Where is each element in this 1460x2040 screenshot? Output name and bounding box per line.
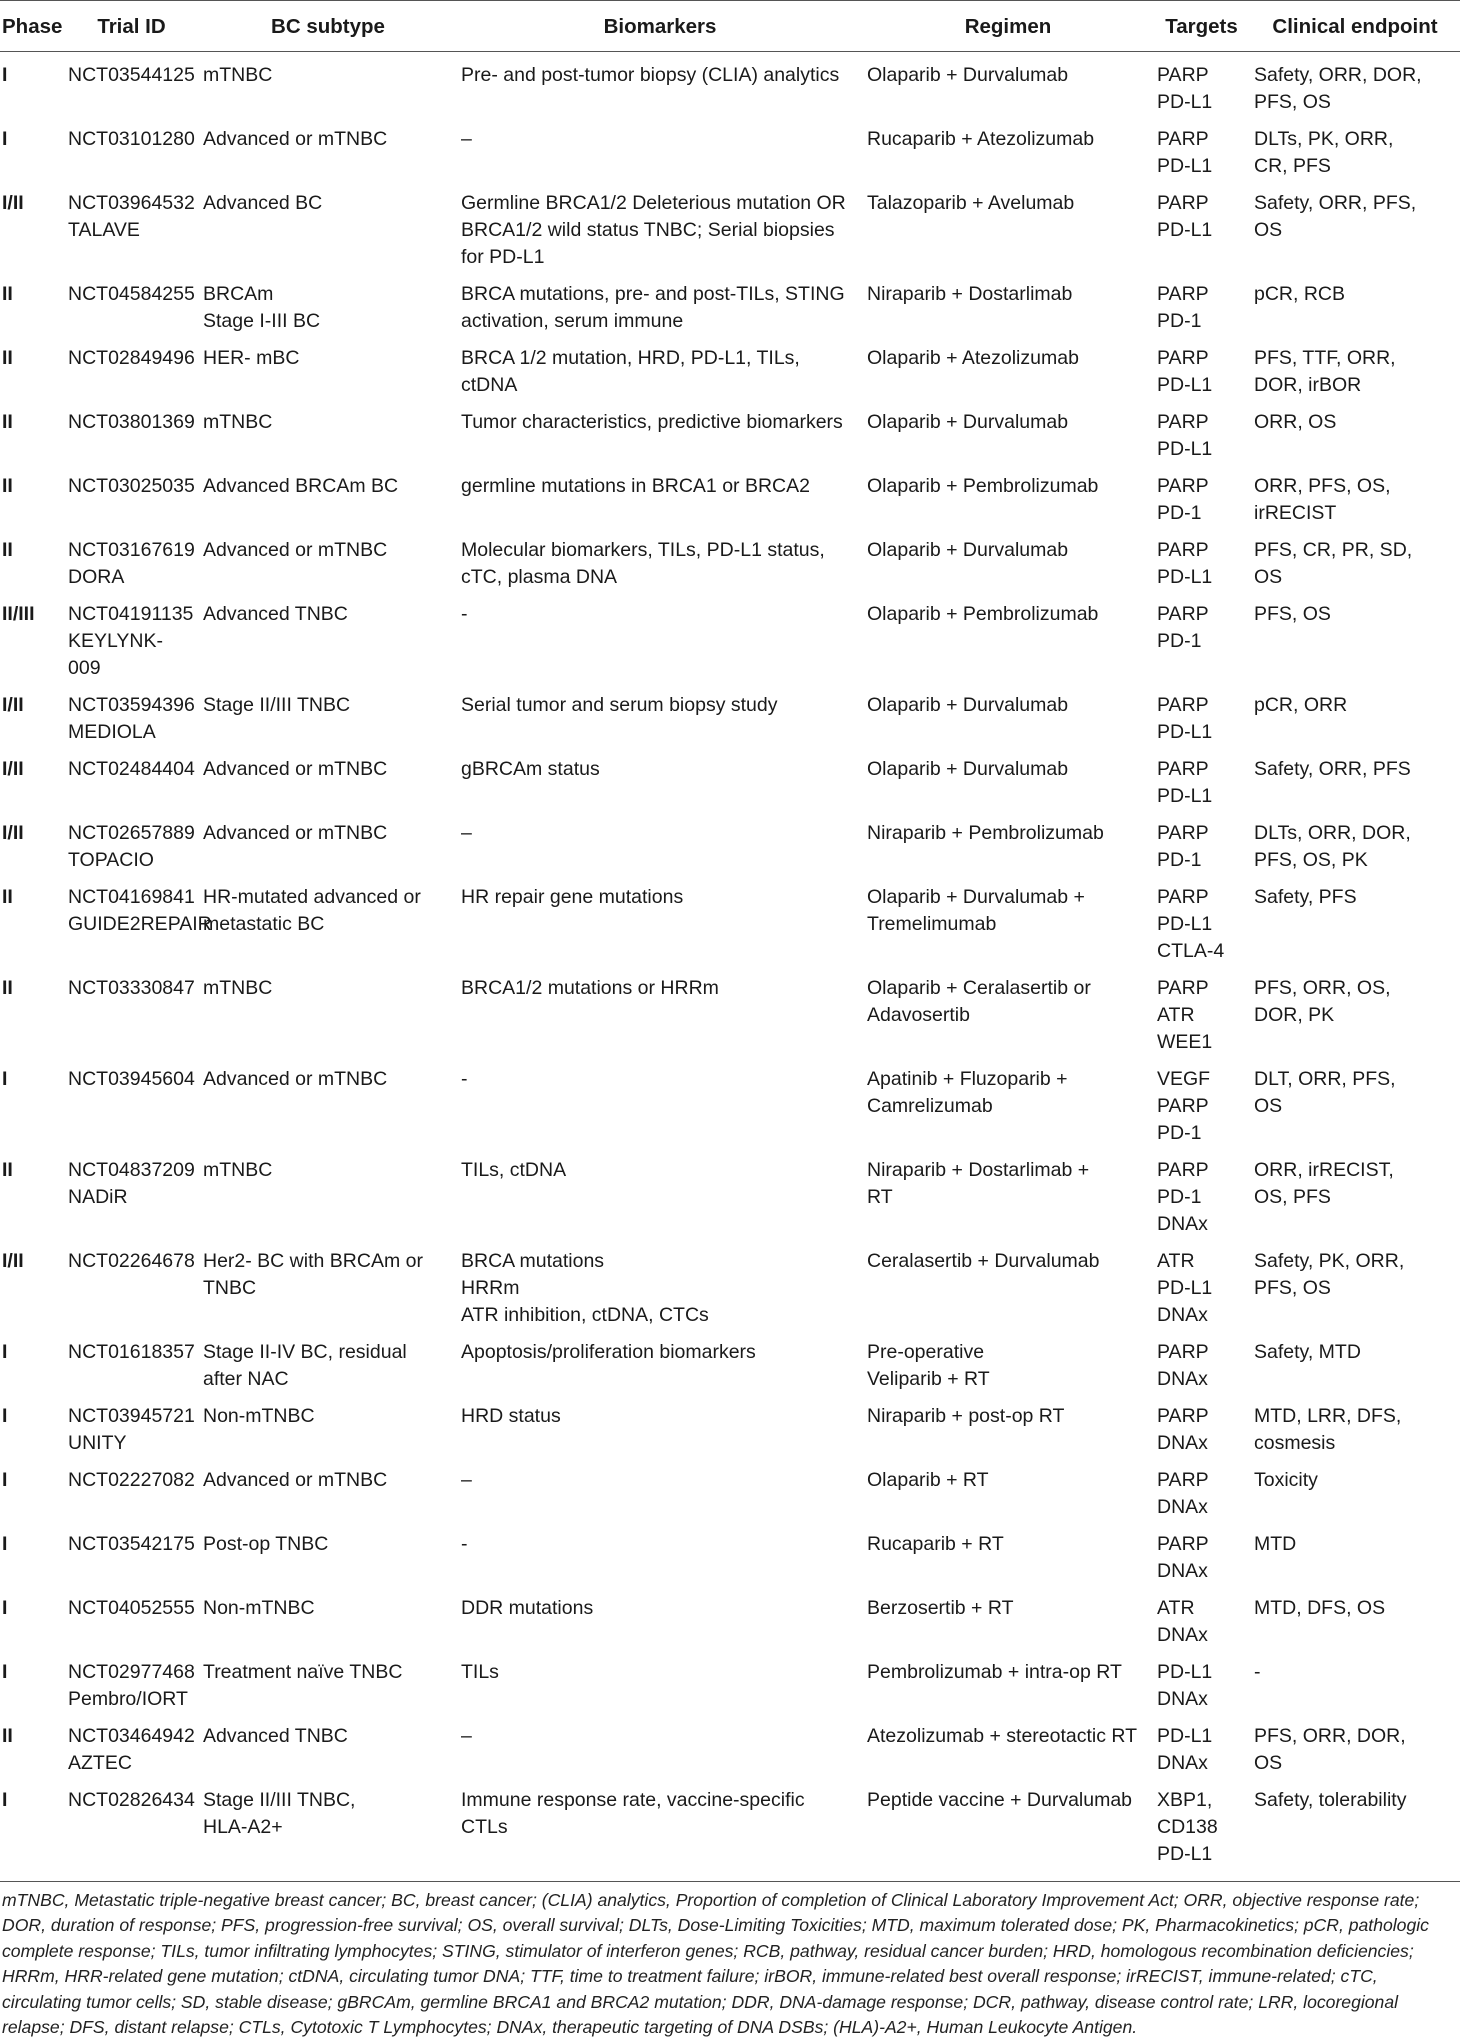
trial-id-cell: NCT01618357 [68, 1341, 195, 1363]
biomarkers-cell: – [461, 822, 472, 844]
regimen-cell: Peptide vaccine + Durvalumab [867, 1789, 1133, 1811]
targets-cell: PARP PD-L1 [1157, 539, 1213, 588]
trial-id-cell: NCT02849496 [68, 347, 195, 369]
biomarkers-cell: BRCA1/2 mutations or HRRm [461, 977, 719, 999]
clinical-endpoint-cell: PFS, OS [1254, 603, 1331, 625]
trial-id-cell: NCT02826434 [68, 1789, 195, 1811]
table-row [0, 965, 1460, 1056]
targets-cell: ATR DNAx [1157, 1597, 1208, 1646]
table-row [0, 399, 1460, 463]
phase-cell: II [2, 411, 13, 433]
biomarkers-cell: Serial tumor and serum biopsy study [461, 694, 778, 716]
table-row [0, 271, 1460, 335]
targets-cell: PARP DNAx [1157, 1469, 1209, 1518]
bc-subtype-cell: BRCAm Stage I-III BC [203, 283, 321, 332]
bc-subtype-cell: Advanced or mTNBC [203, 1068, 388, 1090]
phase-cell: II [2, 475, 13, 497]
clinical-endpoint-cell: DLT, ORR, PFS, OS [1254, 1068, 1396, 1117]
trial-id-cell: NCT03964532 TALAVE [68, 192, 195, 241]
bc-subtype-cell: Advanced or mTNBC [203, 822, 388, 844]
biomarkers-cell: DDR mutations [461, 1597, 594, 1619]
regimen-cell: Olaparib + Durvalumab [867, 411, 1069, 433]
table-row [0, 1521, 1460, 1585]
regimen-cell: Olaparib + Durvalumab [867, 539, 1069, 561]
clinical-endpoint-cell: PFS, CR, PR, SD, OS [1254, 539, 1413, 588]
header-targets: Targets [1153, 1, 1250, 52]
regimen-cell: Atezolizumab + stereotactic RT [867, 1725, 1138, 1747]
biomarkers-cell: BRCA mutations HRRm ATR inhibition, ctDNA, CTCs [461, 1250, 709, 1326]
table-row [0, 682, 1460, 746]
regimen-cell: Niraparib + Dostarlimab + RT [867, 1159, 1090, 1208]
clinical-endpoint-cell: MTD, DFS, OS [1254, 1597, 1386, 1619]
trial-id-cell: NCT04584255 [68, 283, 195, 305]
regimen-cell: Olaparib + RT [867, 1469, 989, 1491]
bc-subtype-cell: mTNBC [203, 977, 273, 999]
table-row [0, 527, 1460, 591]
trial-id-cell: NCT03025035 [68, 475, 195, 497]
bc-subtype-cell: HER- mBC [203, 347, 300, 369]
header-regimen: Regimen [863, 1, 1153, 52]
bc-subtype-cell: Stage II/III TNBC, HLA-A2+ [203, 1789, 356, 1838]
bc-subtype-cell: Non-mTNBC [203, 1597, 315, 1619]
bc-subtype-cell: mTNBC [203, 411, 273, 433]
biomarkers-cell: TILs [461, 1661, 499, 1683]
targets-cell: PARP PD-L1 [1157, 758, 1213, 807]
phase-cell: I [2, 1405, 8, 1427]
targets-cell: PD-L1 DNAx [1157, 1725, 1213, 1774]
phase-cell: I [2, 128, 8, 150]
biomarkers-cell: BRCA mutations, pre- and post-TILs, STING activation, serum immune [461, 283, 845, 332]
clinical-endpoint-cell: Safety, MTD [1254, 1341, 1361, 1363]
header-row [0, 1, 1460, 52]
phase-cell: II [2, 347, 13, 369]
phase-cell: II [2, 283, 13, 305]
phase-cell: I/II [2, 192, 24, 214]
clinical-endpoint-cell: pCR, ORR [1254, 694, 1348, 716]
table-row [0, 463, 1460, 527]
regimen-cell: Ceralasertib + Durvalumab [867, 1250, 1100, 1272]
table-row [0, 810, 1460, 874]
clinical-endpoint-cell: MTD [1254, 1533, 1297, 1555]
phase-cell: I [2, 1789, 8, 1811]
trial-id-cell: NCT03464942 AZTEC [68, 1725, 195, 1774]
bc-subtype-cell: Advanced BC [203, 192, 323, 214]
header-clinical-endpoint: Clinical endpoint [1250, 1, 1460, 52]
biomarkers-cell: germline mutations in BRCA1 or BRCA2 [461, 475, 810, 497]
targets-cell: ATR PD-L1 DNAx [1157, 1250, 1213, 1326]
trial-id-cell: NCT03542175 [68, 1533, 195, 1555]
targets-cell: PARP DNAx [1157, 1533, 1209, 1582]
phase-cell: I [2, 1661, 8, 1683]
clinical-endpoint-cell: Safety, ORR, PFS, OS [1254, 192, 1417, 241]
table-row [0, 116, 1460, 180]
regimen-cell: Pembrolizumab + intra-op RT [867, 1661, 1122, 1683]
trial-id-cell: NCT03544125 [68, 64, 195, 86]
regimen-cell: Olaparib + Ceralasertib or Adavosertib [867, 977, 1091, 1026]
bc-subtype-cell: HR-mutated advanced or metastatic BC [203, 886, 421, 935]
clinical-endpoint-cell: DLTs, ORR, DOR, PFS, OS, PK [1254, 822, 1411, 871]
bc-subtype-cell: Stage II/III TNBC [203, 694, 351, 716]
biomarkers-cell: Apoptosis/proliferation biomarkers [461, 1341, 756, 1363]
biomarkers-cell: BRCA 1/2 mutation, HRD, PD-L1, TILs, ctDNA [461, 347, 800, 396]
targets-cell: PARP PD-L1 [1157, 64, 1213, 113]
clinical-endpoint-cell: Safety, PK, ORR, PFS, OS [1254, 1250, 1405, 1299]
bc-subtype-cell: mTNBC [203, 64, 273, 86]
trial-id-cell: NCT02657889 TOPACIO [68, 822, 195, 871]
phase-cell: I/II [2, 822, 24, 844]
table-row [0, 1393, 1460, 1457]
phase-cell: II [2, 1725, 13, 1747]
table-row [0, 1238, 1460, 1329]
table-header [0, 1, 1460, 52]
regimen-cell: Olaparib + Durvalumab + Tremelimumab [867, 886, 1085, 935]
table-row [0, 874, 1460, 965]
targets-cell: PARP PD-L1 [1157, 347, 1213, 396]
phase-cell: I [2, 64, 8, 86]
clinical-endpoint-cell: PFS, ORR, DOR, OS [1254, 1725, 1406, 1774]
trial-id-cell: NCT03945604 [68, 1068, 195, 1090]
targets-cell: PARP PD-1 DNAx [1157, 1159, 1209, 1235]
phase-cell: I [2, 1533, 8, 1555]
table-row [0, 591, 1460, 682]
phase-cell: II [2, 977, 13, 999]
table-row [0, 1147, 1460, 1238]
targets-cell: PARP PD-1 [1157, 475, 1209, 524]
targets-cell: PARP PD-L1 CTLA-4 [1157, 886, 1225, 962]
clinical-endpoint-cell: Safety, ORR, PFS [1254, 758, 1411, 780]
header-trial-id: Trial ID [64, 1, 199, 52]
bc-subtype-cell: Advanced or mTNBC [203, 758, 388, 780]
clinical-endpoint-cell: Safety, ORR, DOR, PFS, OS [1254, 64, 1422, 113]
biomarkers-cell: gBRCAm status [461, 758, 600, 780]
bc-subtype-cell: Advanced or mTNBC [203, 1469, 388, 1491]
header-bc-subtype: BC subtype [199, 1, 457, 52]
trial-id-cell: NCT04837209 NADiR [68, 1159, 195, 1208]
targets-cell: PARP DNAx [1157, 1405, 1209, 1454]
trial-id-cell: NCT04052555 [68, 1597, 195, 1619]
biomarkers-cell: HR repair gene mutations [461, 886, 684, 908]
biomarkers-cell: Germline BRCA1/2 Deleterious mutation OR BRCA1/2 wild status TNBC; Serial biopsies for PD-L1 [461, 192, 846, 268]
targets-cell: PARP PD-1 [1157, 283, 1209, 332]
targets-cell: PARP PD-1 [1157, 603, 1209, 652]
bc-subtype-cell: Advanced TNBC [203, 1725, 348, 1747]
regimen-cell: Talazoparib + Avelumab [867, 192, 1075, 214]
biomarkers-cell: - [461, 603, 468, 625]
bc-subtype-cell: Advanced or mTNBC [203, 128, 388, 150]
trial-id-cell: NCT02264678 [68, 1250, 195, 1272]
targets-cell: VEGF PARP PD-1 [1157, 1068, 1211, 1144]
table-row [0, 1056, 1460, 1147]
phase-cell: I/II [2, 758, 24, 780]
bc-subtype-cell: Post-op TNBC [203, 1533, 329, 1555]
bc-subtype-cell: mTNBC [203, 1159, 273, 1181]
header-biomarkers: Biomarkers [457, 1, 863, 52]
phase-cell: I [2, 1469, 8, 1491]
clinical-endpoint-cell: Safety, PFS [1254, 886, 1357, 908]
biomarkers-cell: - [461, 1068, 468, 1090]
targets-cell: PARP PD-L1 [1157, 192, 1213, 241]
phase-cell: I/II [2, 1250, 24, 1272]
trial-id-cell: NCT03945721 UNITY [68, 1405, 195, 1454]
header-phase: Phase [0, 1, 64, 52]
targets-cell: XBP1, CD138 PD-L1 [1157, 1789, 1218, 1865]
bc-subtype-cell: Advanced TNBC [203, 603, 348, 625]
trial-id-cell: NCT03594396 MEDIOLA [68, 694, 195, 743]
table-row [0, 1713, 1460, 1777]
targets-cell: PARP PD-L1 [1157, 411, 1213, 460]
regimen-cell: Olaparib + Durvalumab [867, 694, 1069, 716]
regimen-cell: Niraparib + Dostarlimab [867, 283, 1073, 305]
phase-cell: I [2, 1341, 8, 1363]
trial-id-cell: NCT03801369 [68, 411, 195, 433]
clinical-endpoint-cell: DLTs, PK, ORR, CR, PFS [1254, 128, 1394, 177]
biomarkers-cell: Molecular biomarkers, TILs, PD-L1 status, cTC, plasma DNA [461, 539, 825, 588]
biomarkers-cell: - [461, 1533, 468, 1555]
clinical-endpoint-cell: ORR, irRECIST, OS, PFS [1254, 1159, 1394, 1208]
table-row [0, 746, 1460, 810]
trial-id-cell: NCT03167619 DORA [68, 539, 195, 588]
targets-cell: PARP PD-L1 [1157, 128, 1213, 177]
bc-subtype-cell: Stage II-IV BC, residual after NAC [203, 1341, 407, 1390]
regimen-cell: Olaparib + Pembrolizumab [867, 475, 1099, 497]
trial-id-cell: NCT04191135 KEYLYNK-009 [68, 603, 194, 679]
trial-id-cell: NCT03330847 [68, 977, 195, 999]
table-row [0, 1649, 1460, 1713]
clinical-endpoint-cell: Toxicity [1254, 1469, 1318, 1491]
clinical-endpoint-cell: PFS, ORR, OS, DOR, PK [1254, 977, 1391, 1026]
regimen-cell: Rucaparib + RT [867, 1533, 1004, 1555]
targets-cell: PARP DNAx [1157, 1341, 1209, 1390]
targets-cell: PD-L1 DNAx [1157, 1661, 1213, 1710]
phase-cell: I [2, 1597, 8, 1619]
clinical-endpoint-cell: MTD, LRR, DFS, cosmesis [1254, 1405, 1402, 1454]
clinical-endpoint-cell: - [1254, 1661, 1261, 1683]
bc-subtype-cell: Non-mTNBC [203, 1405, 315, 1427]
phase-cell: II/III [2, 603, 35, 625]
regimen-cell: Niraparib + post-op RT [867, 1405, 1065, 1427]
phase-cell: I [2, 1068, 8, 1090]
table-row [0, 52, 1460, 117]
regimen-cell: Berzosertib + RT [867, 1597, 1014, 1619]
phase-cell: II [2, 1159, 13, 1181]
table-row [0, 1329, 1460, 1393]
clinical-endpoint-cell: Safety, tolerability [1254, 1789, 1407, 1811]
targets-cell: PARP PD-1 [1157, 822, 1209, 871]
table-row [0, 1777, 1460, 1881]
regimen-cell: Olaparib + Durvalumab [867, 758, 1069, 780]
regimen-cell: Apatinib + Fluzoparib + Camrelizumab [867, 1068, 1068, 1117]
table-row [0, 1457, 1460, 1521]
trial-id-cell: NCT03101280 [68, 128, 195, 150]
regimen-cell: Niraparib + Pembrolizumab [867, 822, 1104, 844]
targets-cell: PARP PD-L1 [1157, 694, 1213, 743]
bc-subtype-cell: Her2- BC with BRCAm or TNBC [203, 1250, 423, 1299]
trial-id-cell: NCT02227082 [68, 1469, 195, 1491]
biomarkers-cell: – [461, 1469, 472, 1491]
regimen-cell: Olaparib + Durvalumab [867, 64, 1069, 86]
regimen-cell: Olaparib + Atezolizumab [867, 347, 1079, 369]
phase-cell: I/II [2, 694, 24, 716]
bc-subtype-cell: Advanced or mTNBC [203, 539, 388, 561]
bc-subtype-cell: Treatment naïve TNBC [203, 1661, 403, 1683]
table-body [0, 52, 1460, 1882]
table-footnote: mTNBC, Metastatic triple-negative breast cancer; BC, breast cancer; (CLIA) analytics, Proportion of completion of Clinical Laboratory Improvement Act; ORR, objective response rate; DOR, duration of response; PFS, progression-free survival; OS, overall survival; DLTs, Dose-Limiting Toxicities; MTD, maximum tolerated dose; PK, Pharmacokinetics; pCR, pathologic complete response; TILs, tumor infiltrating lymphocytes; STING, stimulator of interferon genes; RCB, pathway, residual cancer burden; HRD, homologous recombination deficiencies; HRRm, HRR-related gene mutation; ctDNA, circulating tumor DNA; TTF, time to treatment failure; irBOR, immune-related best overall response; irRECIST, immune-related; cTC, circulating tumor cells; SD, stable disease; gBRCAm, germline BRCA1 and BRCA2 mutation; DDR, DNA-damage response; DCR, pathway, disease control rate; LRR, locoregional relapse; DFS, distant relapse; CTLs, Cytotoxic T Lymphocytes; DNAx, therapeutic targeting of DNA DSBs; (HLA)-A2+, Human Leukocyte Antigen. [0, 1881, 1460, 2040]
trial-id-cell: NCT02977468 Pembro/IORT [68, 1661, 195, 1710]
trial-id-cell: NCT02484404 [68, 758, 195, 780]
targets-cell: PARP ATR WEE1 [1157, 977, 1213, 1053]
biomarkers-cell: Immune response rate, vaccine-specific CTLs [461, 1789, 805, 1838]
regimen-cell: Olaparib + Pembrolizumab [867, 603, 1099, 625]
table-row [0, 1585, 1460, 1649]
biomarkers-cell: – [461, 128, 472, 150]
biomarkers-cell: Pre- and post-tumor biopsy (CLIA) analytics [461, 64, 840, 86]
table-row [0, 180, 1460, 271]
regimen-cell: Rucaparib + Atezolizumab [867, 128, 1095, 150]
regimen-cell: Pre-operative Veliparib + RT [867, 1341, 990, 1390]
biomarkers-cell: TILs, ctDNA [461, 1159, 567, 1181]
phase-cell: II [2, 886, 13, 908]
clinical-endpoint-cell: pCR, RCB [1254, 283, 1346, 305]
clinical-endpoint-cell: PFS, TTF, ORR, DOR, irBOR [1254, 347, 1396, 396]
biomarkers-cell: Tumor characteristics, predictive biomarkers [461, 411, 843, 433]
trial-id-cell: NCT04169841 GUIDE2REPAIR [68, 886, 212, 935]
biomarkers-cell: – [461, 1725, 472, 1747]
phase-cell: II [2, 539, 13, 561]
table-row [0, 335, 1460, 399]
clinical-endpoint-cell: ORR, PFS, OS, irRECIST [1254, 475, 1391, 524]
clinical-endpoint-cell: ORR, OS [1254, 411, 1337, 433]
bc-subtype-cell: Advanced BRCAm BC [203, 475, 399, 497]
biomarkers-cell: HRD status [461, 1405, 561, 1427]
